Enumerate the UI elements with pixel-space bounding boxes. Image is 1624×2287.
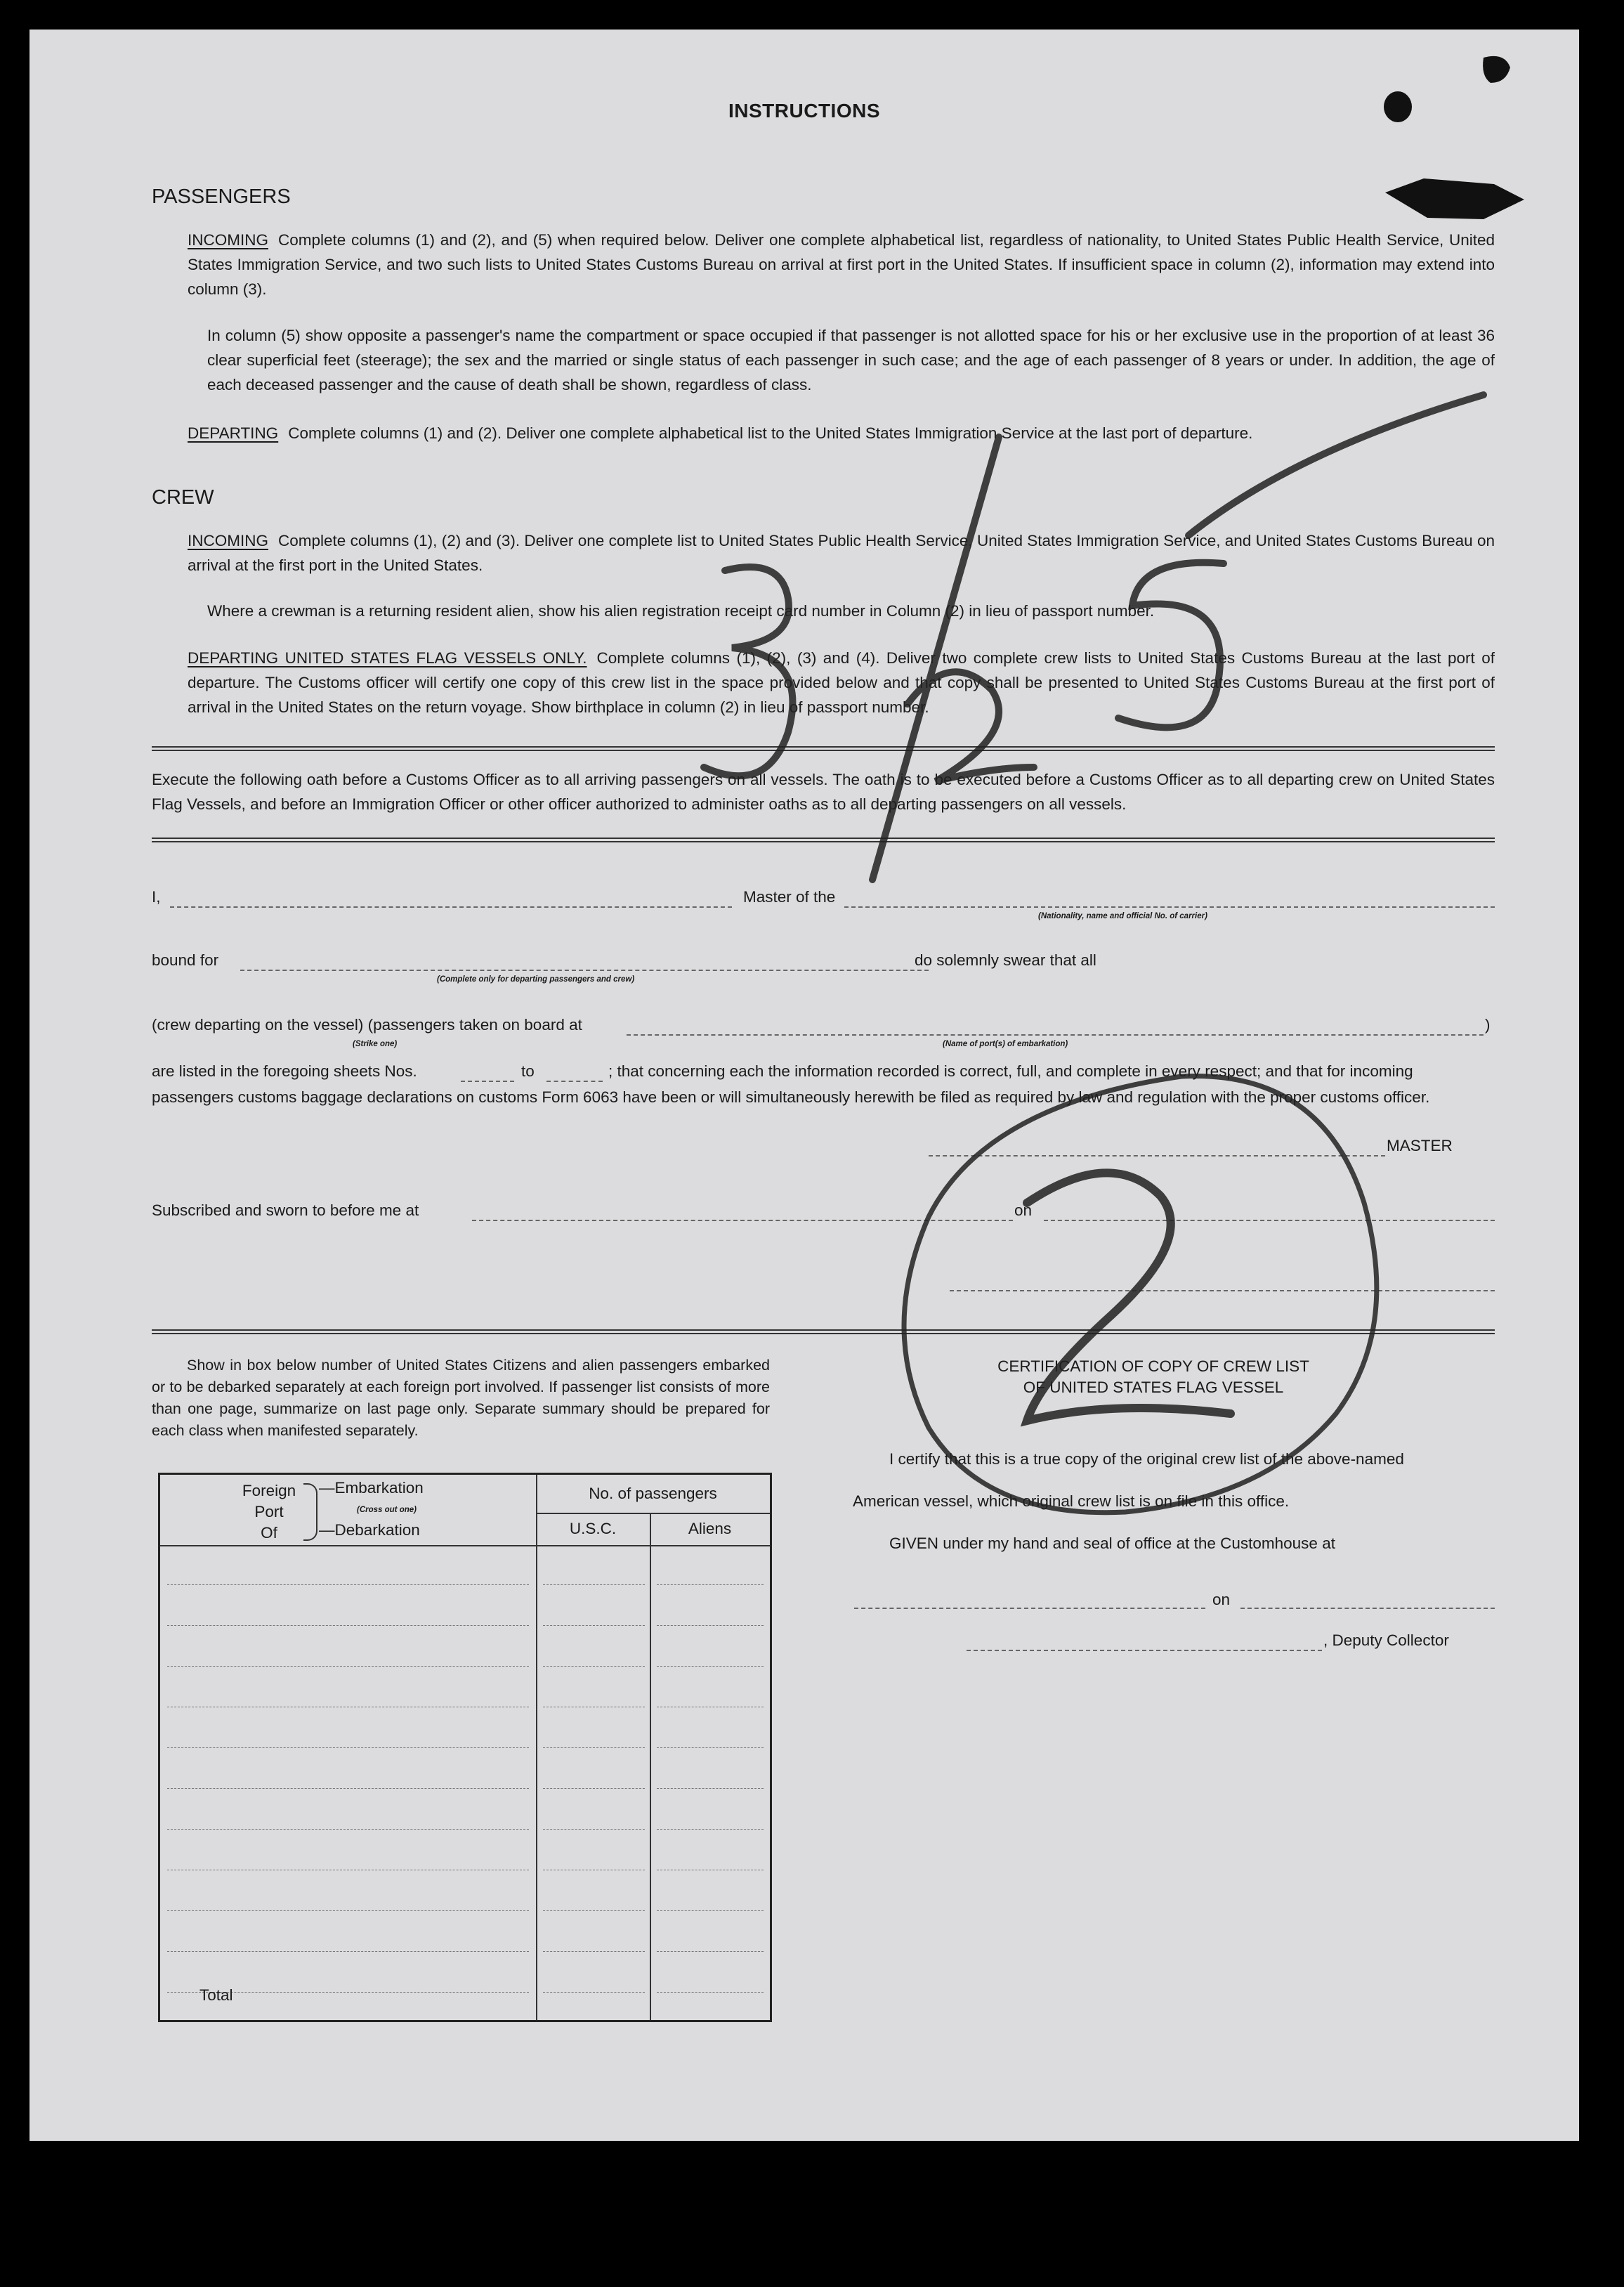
page-title: INSTRUCTIONS [728,100,880,122]
handwriting-overlay [30,30,1579,2141]
crew-incoming-text: Complete columns (1), (2) and (3). Deliver one complete list to United States Public Health Service, United States Immigration Service, and United States Customs Bureau on arrival at the first port in the United States. [188,532,1495,574]
usc-header: U.S.C. [569,1520,617,1537]
on-label: on [1014,1201,1033,1219]
no-of-passengers-header: No. of passengers [589,1485,717,1502]
debarkation-label: —Debarkation [319,1521,420,1539]
close-paren: ) [1485,1016,1491,1034]
passengers-departing-text: Complete columns (1) and (2). Deliver one complete alphabetical list to the United States Immigration Service at the last port of departure. [288,424,1253,442]
port-label: Port [254,1503,284,1520]
master-of-label: Master of the [743,888,836,906]
master-label: MASTER [1387,1137,1453,1154]
nationality-note: (Nationality, name and official No. of carrier) [1038,912,1207,920]
crew-departing-text: Complete columns (1), (2), (3) and (4). Deliver two complete crew lists to United States Customs Bureau at the last port of departure. The Customs officer will certify one copy of this crew list in the space provided below and that copy shall be presented to United States Customs Bureau at the first port of arrival in the United States on the return voyage. Show birthplace in column (2) in lieu of passport number. [188,649,1495,716]
certification-on-label: on [1212,1591,1231,1608]
cross-out-note: (Cross out one) [357,1506,417,1514]
certify-line1: I certify that this is a true copy of the original crew list of the above-named [889,1450,1404,1468]
port-embark-note: (Name of port(s) of embarkation) [943,1040,1068,1048]
crew-incoming-label: INCOMING [188,532,268,549]
crew-heading: CREW [152,486,214,509]
to-label: to [521,1062,535,1080]
handwritten-number-3-25 [704,395,1484,880]
summary-instruction: Show in box below number of United States Citizens and alien passengers embarked or to be debarked separately at each foreign port involved. If passenger list consists of more than one page, summarize on last page only. Separate summary should be prepared for each class when manifested separately. [152,1357,770,1439]
swear-label: do solemnly swear that all [915,951,1096,969]
crew-resident-paragraph: Where a crewman is a returning resident alien, show his alien registration receipt card number in Column (2) in lieu of passport number. [207,602,1155,620]
oath-i-label: I, [152,888,161,906]
passengers-heading: PASSENGERS [152,185,291,208]
passengers-incoming-text: Complete columns (1) and (2), and (5) when required below. Deliver one complete alphabetical list, regardless of nationality, to United States Public Health Service, United States Immigration Service, and two such lists to United States Customs Bureau on arrival at first port in the United States. If insufficient space in column (2), information may extend into column (3). [188,231,1495,298]
listed-label: are listed in the foregoing sheets Nos. [152,1062,417,1080]
certification-heading-line2: OF UNITED STATES FLAG VESSEL [1023,1379,1284,1396]
bound-for-label: bound for [152,951,219,969]
passengers-departing-label: DEPARTING [188,424,279,442]
aliens-header: Aliens [688,1520,732,1537]
ink-blot [1384,91,1412,122]
certify-line2: American vessel, which original crew list is on file in this office. [853,1492,1290,1510]
certification-heading-line1: CERTIFICATION OF COPY OF CREW LIST [997,1357,1309,1375]
deputy-collector-label: , Deputy Collector [1323,1631,1449,1649]
ink-blot [1483,56,1510,83]
baggage-text: passengers customs baggage declarations on customs Form 6063 have been or will simultaneously herewith be filed as required by law and regulation with the proper customs officer. [152,1088,1430,1106]
complete-only-note: (Complete only for departing passengers and crew) [437,975,635,984]
embarkation-label: —Embarkation [319,1479,424,1497]
foreign-label: Foreign [242,1482,296,1499]
crew-departing-label: DEPARTING UNITED STATES FLAG VESSELS ONLY. [188,649,587,667]
oath-instruction: Execute the following oath before a Customs Officer as to all arriving passengers on all vessels. The oath is to be executed before a Customs Officer as to all departing crew on United States Flag Vessels, and before an Immigration Officer or other officer authorized to administer oaths as to all departing passengers on all vessels. [152,771,1495,813]
strike-one-note: (Strike one) [353,1040,398,1048]
subscribed-label: Subscribed and sworn to before me at [152,1201,419,1219]
form-page [30,30,1579,2141]
total-label: Total [199,1986,233,2004]
passengers-column5-paragraph: In column (5) show opposite a passenger's name the compartment or space occupied if that passenger is not allotted space for his or her exclusive use in the proportion of at least 36 clear superficial feet (steerage); the sex and the married or single status of each passenger in such case; and the age of each passenger of 8 years or under. In addition, the age of each deceased passenger and the cause of death shall be shown, regardless of class. [207,327,1495,393]
of-label: Of [261,1524,277,1542]
concerning-text: ; that concerning each the information recorded is correct, full, and complete in every respect; and that for incoming [608,1062,1413,1080]
given-text: GIVEN under my hand and seal of office at the Customhouse at [889,1535,1335,1552]
crew-departing-label: (crew departing on the vessel) (passengers taken on board at [152,1016,582,1034]
passengers-incoming-label: INCOMING [188,231,268,249]
handwritten-circled-2 [904,1076,1377,1513]
ink-blot [1385,178,1524,219]
